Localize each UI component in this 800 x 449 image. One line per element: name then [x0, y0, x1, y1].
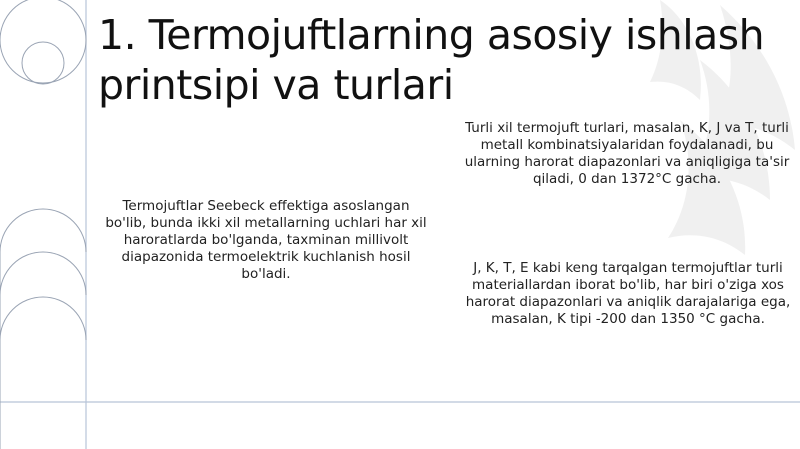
slide-title: 1. Termojuftlarning asosiy ishlash printsipi va turlari: [98, 11, 765, 109]
upper-arch-outline: [0, 209, 86, 252]
small-circle-outline: [22, 42, 64, 84]
paragraph-thermocouple-types: Turli xil termojuft turlari, masalan, K, J va T, turli metall kombinatsiyalaridan foydalanadi, bu ularning harorat diapazonlari va aniqligiga ta'sir qiladi, 0 dan 1372°C gacha.: [464, 120, 790, 187]
lower-arch-outline: [0, 252, 86, 295]
paragraph-seebeck-principle: Termojuftlar Seebeck effektiga asoslangan bo'lib, bunda ikki xil metallarning uchlari har xil haroratlarda bo'lganda, taxminan millivolt diapazonida termoelektrik kuchlanish hosil bo'ladi.: [105, 198, 427, 282]
paragraph-common-thermocouples: J, K, T, E kabi keng tarqalgan termojuftlar turli materiallardan iborat bo'lib, har biri o'ziga xos harorat diapazonlari va aniqlik darajalariga ega, masalan, K tipi -200 dan 1350 °C gacha.: [465, 260, 791, 327]
mid-arch-outline: [0, 297, 86, 340]
